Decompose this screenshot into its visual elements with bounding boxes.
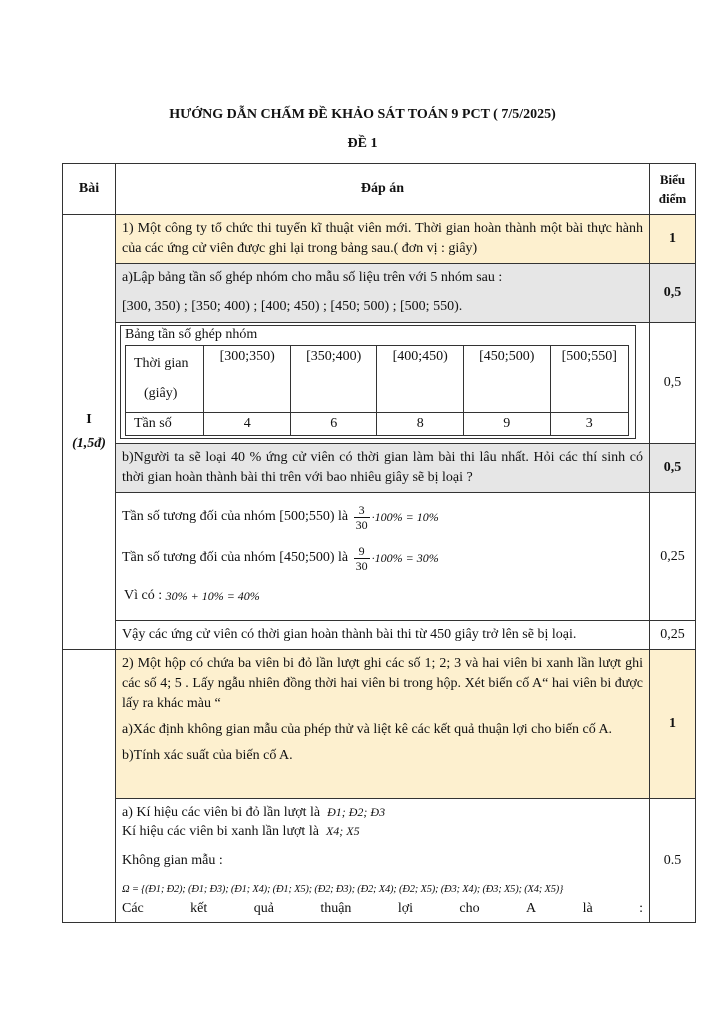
frequency-cell: 8 [377,413,464,436]
q2-text: 2) Một hộp có chứa ba viên bi đỏ lần lượt ghi các số 1; 2; 3 và hai viên bi xanh lần lượt ghi các số 4; 5 . Lấy ngẫu nhiên đồng thời hai viên bi trong hộp. Xét biến cố A“ hai viên bi được lấy ra khác màu “ [122,656,643,711]
q1a-row [63,264,696,323]
section-cell [63,215,116,650]
interval-cell: [400;450) [377,346,464,413]
conclusion-score: 0,25 [650,621,696,650]
q1-text: 1) Một công ty tổ chức thi tuyển kĩ thuật viên mới. Thời gian hoàn thành một bài thực hành của các ứng cử viên được ghi lại trong bảng sau.( đơn vị : giây) [116,215,650,264]
freq-table-score: 0,5 [650,323,696,444]
q1a-score: 0,5 [650,264,696,323]
q2-score: 1 [650,650,696,799]
sol1b-line2: Tần số tương đối của nhóm [450;500) là $\frac{9}{30}$ ·100% = 30% [122,543,439,573]
sol1b-line1: Tần số tương đối của nhóm [500;550) là $\frac{3}{30}$ ·100% = 10% [122,502,439,532]
q1a-text: a)Lập bảng tần số ghép nhóm cho mẫu số liệu trên với 5 nhóm sau : [122,270,503,285]
sol2-last-line: Các kết quả thuận lợi cho A là : [122,901,643,916]
q2-part-a: a)Xác định không gian mẫu của phép thử và liệt kê các kết quả thuận lợi cho biến cố A. [122,722,613,737]
interval-cell: [450;500) [464,346,551,413]
header-dap-an: Đáp án [116,164,650,215]
q1b-text: b)Người ta sẽ loại 40 % ứng cử viên có thời gian làm bài thi lâu nhất. Hỏi các thí sinh có thời gian hoàn thành bài thi trên với bao nhiêu giây sẽ bị loại ? [116,444,650,493]
exam-code: ĐỀ 1 [347,136,378,151]
section-points: (1,5đ) [72,436,106,451]
freq-table-caption: Bảng tần số ghép nhóm [125,327,258,342]
freq-count-row [126,413,629,436]
sol2-score: 0.5 [650,799,696,923]
sol1b-row [63,493,696,621]
q1a-cell [116,264,650,323]
header-bai: Bài [63,164,116,215]
q1-row [63,215,696,264]
sol1b-score: 0,25 [650,493,696,621]
sol2-line3: Không gian mẫu : [122,853,223,868]
q2-row [63,650,696,799]
sample-space: Ω = {(Đ1; Đ2); (Đ1; Đ3); (Đ1; X4); (Đ1; X5); (Đ2; Đ3); (Đ2; X4); (Đ2; X5); (Đ3; X4); (Đ3; X5); (X4; X5)} [122,884,564,895]
sol2-line1: a) Kí hiệu các viên bi đỏ lần lượt là Đ1; Đ2; Đ3 [122,805,386,820]
conclusion-text: Vậy các ứng cử viên có thời gian hoàn thành bài thi từ 450 giây trở lên sẽ bị loại. [116,621,650,650]
freq-table-cell [116,323,650,444]
sol2-line2: Kí hiệu các viên bi xanh lần lượt là X4; X5 [122,824,360,839]
time-label: Thời gian (giây) [126,346,204,413]
frequency-label: Tần số [126,413,204,436]
fraction: $\frac{3}{30}$ [355,502,368,532]
page-title: HƯỚNG DẪN CHẤM ĐỀ KHẢO SÁT TOÁN 9 PCT ( 7/5/2025) [169,107,556,122]
header-bieu-diem: Biểu điểm [650,164,696,215]
section-number: I [86,412,92,427]
freq-interval-row [126,346,629,413]
frequency-cell: 6 [290,413,377,436]
q1b-row [63,444,696,493]
freq-table-box [120,325,636,439]
q2-part-b: b)Tính xác suất của biến cố A. [122,748,293,763]
q2-cell [116,650,650,799]
q1a-groups: [300, 350) ; [350; 400) ; [400; 450) ; [450; 500) ; [500; 550). [122,299,463,314]
section-empty-cell [63,650,116,923]
sol1b-line3: Vì có : 30% + 10% = 40% [124,588,260,603]
frequency-cell: 3 [550,413,628,436]
q1b-score: 0,5 [650,444,696,493]
interval-cell: [300;350) [204,346,291,413]
sol2-row [63,799,696,923]
interval-cell: [350;400) [290,346,377,413]
sol2-cell [116,799,650,923]
fraction: $\frac{9}{30}$ [355,543,368,573]
header-row [63,164,696,215]
frequency-table [125,345,629,436]
sol1b-cell [116,493,650,621]
frequency-cell: 4 [204,413,291,436]
freq-table-row [63,323,696,444]
conclusion-row [63,621,696,650]
interval-cell: [500;550] [550,346,628,413]
grading-table [62,163,696,923]
frequency-cell: 9 [464,413,551,436]
q1-score: 1 [650,215,696,264]
